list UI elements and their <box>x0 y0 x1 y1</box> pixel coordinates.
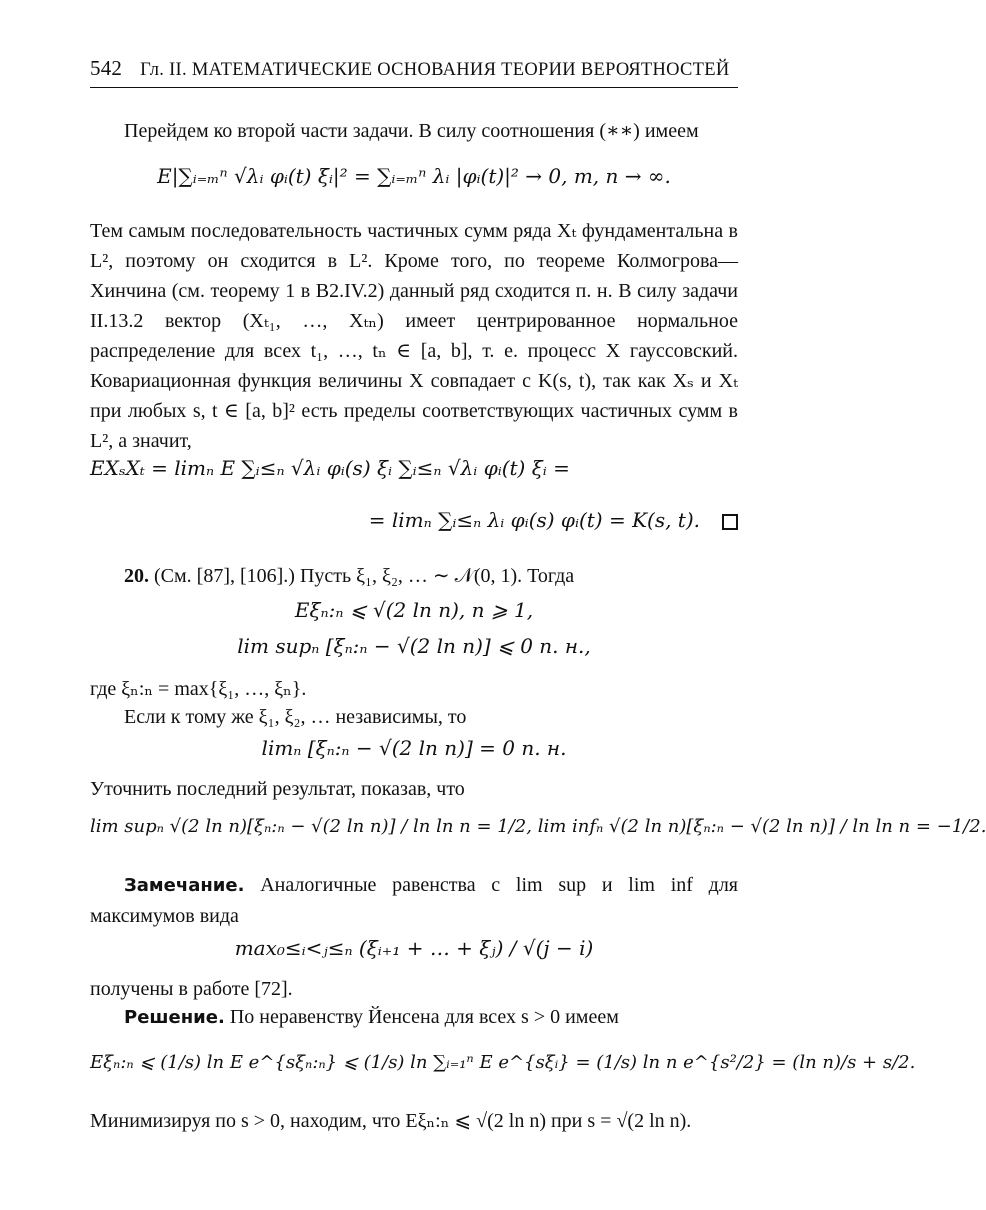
formula-expected-max-bound: Eξₙ:ₙ ⩽ √(2 ln n), n ⩾ 1, <box>294 598 534 622</box>
paragraph-max-definition: где ξₙ:ₙ = max{ξ₁, …, ξₙ}. <box>90 678 307 700</box>
paragraph-reference: получены в работе [72]. <box>90 978 293 1000</box>
running-header <box>90 56 738 88</box>
formula-limsup-liminf: lim supₙ √(2 ln n)[ξₙ:ₙ − √(2 ln n)] / ln ln n = 1/2, lim infₙ √(2 ln n)[ξₙ:ₙ − √(2 ln n)] / ln ln n = −1/2. <box>90 816 986 837</box>
qed-square-icon <box>722 514 738 530</box>
remark-label: Замечание. <box>124 875 245 896</box>
solution-text: По неравенству Йенсена для всех s > 0 имеем <box>229 1006 619 1028</box>
formula-max-increments: max₀≤ᵢ<ⱼ≤ₙ (ξᵢ₊₁ + … + ξⱼ) / √(j − i) <box>234 936 594 960</box>
paragraph-intro: Перейдем ко второй части задачи. В силу соотношения (∗∗) имеем <box>124 120 699 142</box>
paragraph-refinement: Уточнить последний результат, показав, что <box>90 778 465 800</box>
problem-20-text: (См. [87], [106].) Пусть ξ₁, ξ₂, … ∼ 𝒩(0, 1). Тогда <box>154 565 575 587</box>
paragraph-independence: Если к тому же ξ₁, ξ₂, … независимы, то <box>124 706 467 728</box>
page-number: 542 <box>90 56 123 80</box>
formula-covariance-line2 <box>90 508 778 532</box>
paragraph-convergence: Тем самым последовательность частичных сумм ряда Xₜ фундаментальна в L², поэтому он сходится в L². Кроме того, по теореме Колмогрова—Хинчина (см. теорему 1 в В2.IV.2) данный ряд сходится п. н. В силу задачи II.13.2 вектор (Xₜ₁, …, Xₜₙ) имеет центрированное нормальное распределение для всех t₁, …, tₙ ∈ [a, b], т. е. процесс X гауссовский. Ковариационная функция величины X совпадает с K(s, t), так как Xₛ и Xₜ при любых s, t ∈ [a, b]² есть пределы соответствующих частичных сумм в L², а значит, <box>90 220 738 452</box>
solution-paragraph <box>90 1002 738 1033</box>
formula-limit-zero: limₙ [ξₙ:ₙ − √(2 ln n)] = 0 п. н. <box>261 736 567 760</box>
problem-20-statement <box>90 561 738 591</box>
formula-limsup-bound: lim supₙ [ξₙ:ₙ − √(2 ln n)] ⩽ 0 п. н., <box>237 634 591 658</box>
solution-label: Решение. <box>124 1007 225 1028</box>
problem-number: 20. <box>124 565 149 587</box>
paragraph-minimization: Минимизируя по s > 0, находим, что Eξₙ:ₙ ⩽ √(2 ln n) при s = √(2 ln n). <box>90 1110 692 1132</box>
remark-paragraph <box>90 870 738 931</box>
running-title: Гл. II. МАТЕМАТИЧЕСКИЕ ОСНОВАНИЯ ТЕОРИИ ВЕРОЯТНОСТЕЙ <box>140 60 730 80</box>
formula-covariance-result: = limₙ ∑ᵢ≤ₙ λᵢ φᵢ(s) φᵢ(t) = K(s, t). <box>368 508 700 532</box>
book-page <box>90 56 986 1132</box>
remark-text: Аналогичные равенства с lim sup и lim inf для максимумов вида <box>90 874 739 927</box>
formula-covariance-line1: EXₛXₜ = limₙ E ∑ᵢ≤ₙ √λᵢ φᵢ(s) ξᵢ ∑ᵢ≤ₙ √λᵢ φᵢ(t) ξᵢ = <box>90 456 570 480</box>
formula-jensen-chain: Eξₙ:ₙ ⩽ (1/s) ln E e^{sξₙ:ₙ} ⩽ (1/s) ln ∑ᵢ₌₁ⁿ E e^{sξᵢ} = (1/s) ln n e^{s²/2} = (ln n)/s + s/2. <box>90 1052 916 1073</box>
formula-expectation-series: E|∑ᵢ₌ₘⁿ √λᵢ φᵢ(t) ξᵢ|² = ∑ᵢ₌ₘⁿ λᵢ |φᵢ(t)|² → 0, m, n → ∞. <box>157 164 671 188</box>
